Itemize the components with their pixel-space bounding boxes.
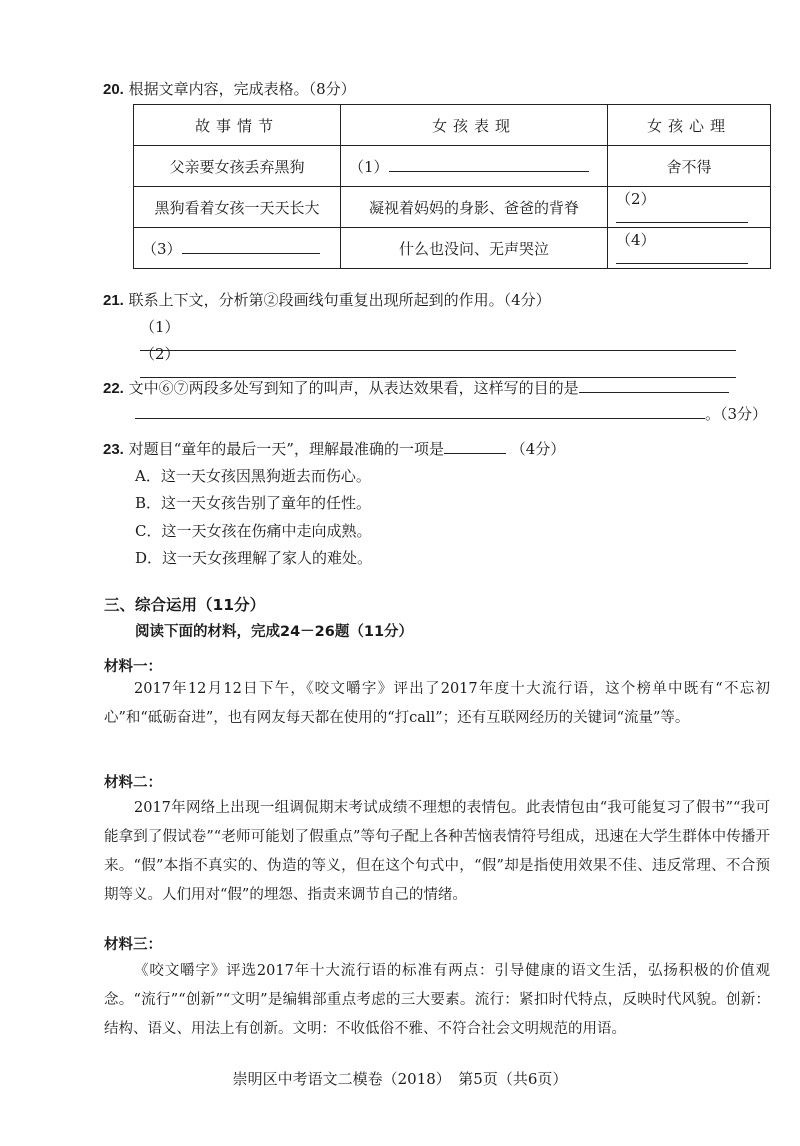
table-header-row (134, 105, 771, 146)
q23-score: （4分） (510, 440, 566, 458)
q20-number: 20. (103, 81, 124, 98)
material-1-title: 材料一： (104, 658, 162, 675)
answer-line[interactable] (135, 418, 705, 419)
cell-behavior[interactable] (341, 146, 608, 187)
table-row (134, 228, 771, 269)
material-2-body: 2017年网络上出现一组调侃期末考试成绩不理想的表情包。此表情包由“我可能复习了假书”“我可能拿到了假试卷”“老师可能划了假重点”等句子配上各种苦恼表情符号组成，迅速在大学生群体中传播开来。“假”本指不真实的、伪造的等义，但在这个句式中，“假”却是指使用效果不佳、违反常理、不合预期等义。人们用对“假”的埋怨、指责来调节自己的情绪。 (104, 800, 770, 903)
material-1-body: 2017年12月12日下午，《咬文嚼字》评出了2017年度十大流行语，这个榜单中既有“不忘初心”和“砥砺奋进”，也有网友每天都在使用的“打call”；还有互联网经历的关键词“流量”等。 (104, 681, 770, 726)
cell-behavior: 凝视着妈妈的身影、爸爸的背脊 (341, 187, 608, 228)
cell-behavior: 什么也没问、无声哭泣 (341, 228, 608, 269)
cell-plot: 黑狗看着女孩一天天长大 (134, 187, 341, 228)
section-title: 三、综合运用（11分） (104, 596, 266, 614)
blank-label: （1） (349, 157, 389, 176)
header-mind: 女孩心理 (608, 105, 771, 146)
q21-text: 联系上下文，分析第②段画线句重复出现所起到的作用。（4分） (128, 291, 551, 309)
answer-blank-2[interactable] (616, 222, 748, 223)
option-a[interactable]: A．这一天女孩因黑狗逝去而伤心。 (135, 467, 371, 485)
q20-prompt (103, 78, 356, 99)
q22-continuation (135, 403, 767, 424)
page-footer: 崇明区中考语文二模卷（2018） 第5页（共6页） (232, 1070, 568, 1088)
cell-mind: 舍不得 (608, 146, 771, 187)
material-3-body: 《咬文嚼字》评选2017年十大流行语的标准有两点：引导健康的语文生活，弘扬积极的价值观念。“流行”“创新”“文明”是编辑部重点考虑的三大要素。流行：紧扣时代特点，反映时代风貌。创新：结构、语义、用法上有创新。文明：不收低俗不雅、不符合社会文明规范的用语。 (104, 963, 770, 1037)
answer-line[interactable] (579, 392, 729, 393)
q22-score: 。（3分） (705, 405, 768, 423)
answer-blank-3[interactable] (182, 253, 320, 254)
option-c[interactable]: C．这一天女孩在伤痛中走向成熟。 (135, 522, 372, 540)
blank-label: （4） (616, 230, 656, 249)
q23-number: 23. (103, 441, 124, 458)
cell-mind[interactable] (608, 228, 771, 269)
q22-number: 22. (103, 380, 124, 397)
option-b[interactable]: B．这一天女孩告别了童年的任性。 (135, 494, 372, 512)
q23-prompt (103, 438, 565, 459)
q22-prompt (103, 377, 729, 398)
answer-blank-4[interactable] (616, 263, 748, 264)
header-behavior: 女孩表现 (341, 105, 608, 146)
blank-label: （1） (140, 318, 180, 336)
cell-plot: 父亲要女孩丢弃黑狗 (134, 146, 341, 187)
cell-plot[interactable] (134, 228, 341, 269)
blank-label: （2） (140, 345, 180, 363)
table-row (134, 146, 771, 187)
q21-prompt (103, 289, 551, 310)
material-3-title: 材料三： (104, 936, 162, 953)
q21-number: 21. (103, 292, 124, 309)
blank-label: （3） (142, 239, 182, 258)
answer-blank-1[interactable] (389, 171, 589, 172)
material-2-title: 材料二： (104, 774, 162, 791)
header-plot: 故事情节 (134, 105, 341, 146)
blank-label: （2） (616, 189, 656, 208)
q20-table (133, 104, 771, 269)
option-d[interactable]: D．这一天女孩理解了家人的难处。 (135, 549, 373, 567)
answer-blank[interactable] (444, 453, 506, 454)
q23-text: 对题目“童年的最后一天”，理解最准确的一项是 (128, 440, 444, 458)
cell-mind[interactable] (608, 187, 771, 228)
section-intro: 阅读下面的材料，完成24－26题（11分） (135, 624, 414, 640)
q20-text: 根据文章内容，完成表格。（8分） (128, 80, 356, 98)
q22-text: 文中⑥⑦两段多处写到知了的叫声，从表达效果看，这样写的目的是 (128, 379, 579, 397)
table-row (134, 187, 771, 228)
